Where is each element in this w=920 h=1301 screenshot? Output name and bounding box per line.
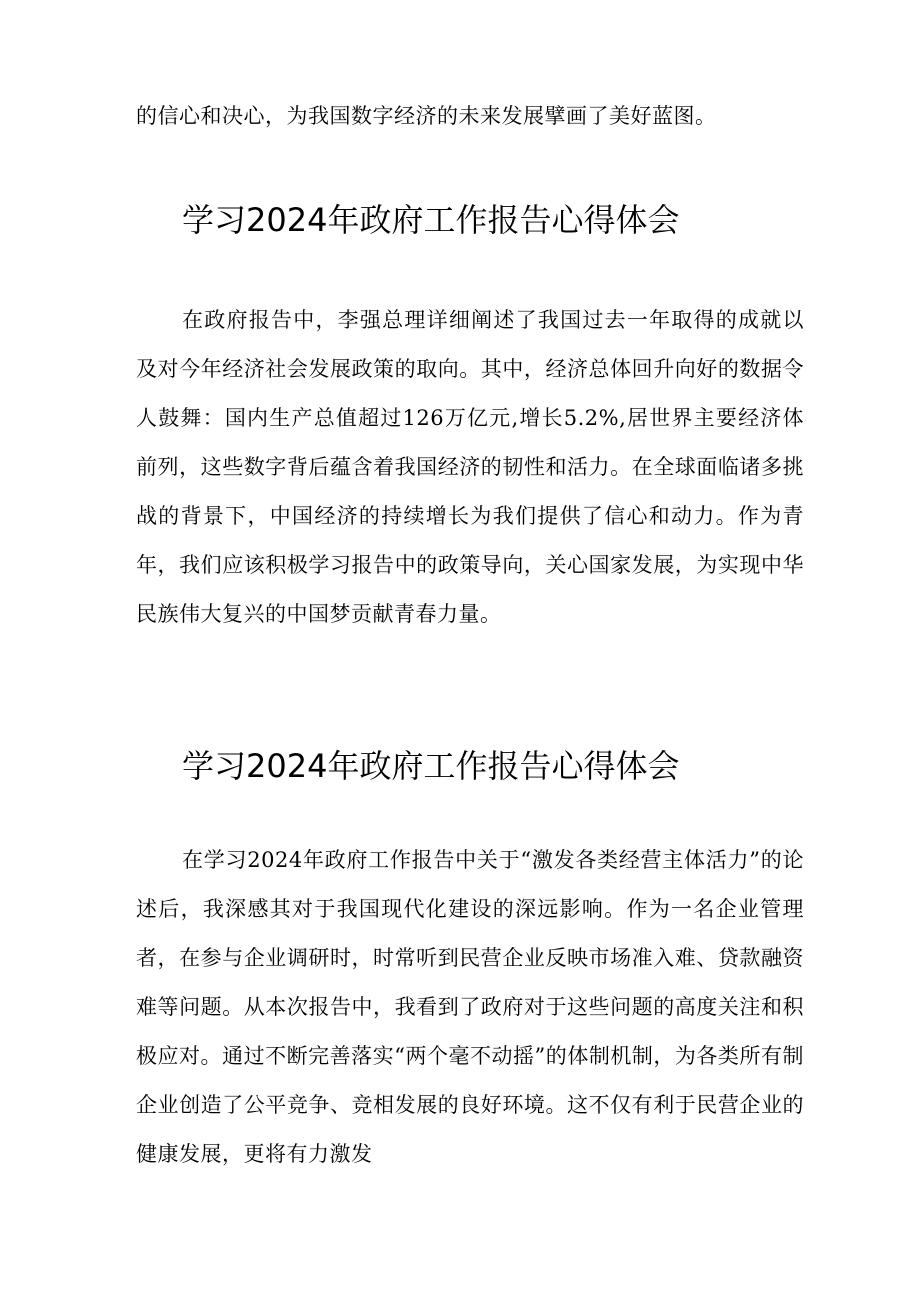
section-body-2: 在学习2024年政府工作报告中关于“激发各类经营主体活力”的论述后，我深感其对于我国现代化建设的深远影响。作为一名企业管理者，在参与企业调研时，时常听到民营企业反映市场准入难、贷款融资难等问题。从本次报告中，我看到了政府对于这些问题的高度关注和积极应对。通过不断完善落实“两个毫不动摇”的体制机制，为各类所有制企业创造了公平竞争、竞相发展的良好环境。这不仅有利于民营企业的健康发展，更将有力激发 [136, 848, 804, 1166]
section-title-2: 学习2024年政府工作报告心得体会 [182, 747, 680, 785]
section-title-1: 学习2024年政府工作报告心得体会 [182, 201, 680, 239]
section-body-1: 在政府报告中，李强总理详细阐述了我国过去一年取得的成就以及对今年经济社会发展政策的取向。其中，经济总体回升向好的数据令人鼓舞：国内生产总值超过126万亿元,增长5.2%,居世界主要经济体前列，这些数字背后蕴含着我国经济的韧性和活力。在全球面临诸多挑战的背景下，中国经济的持续增长为我们提供了信心和动力。作为青年，我们应该积极学习报告中的政策导向，关心国家发展，为实现中华民族伟大复兴的中国梦贡献青春力量。 [136, 308, 804, 626]
continued-paragraph: 的信心和决心，为我国数字经济的未来发展擘画了美好蓝图。 [136, 104, 717, 128]
